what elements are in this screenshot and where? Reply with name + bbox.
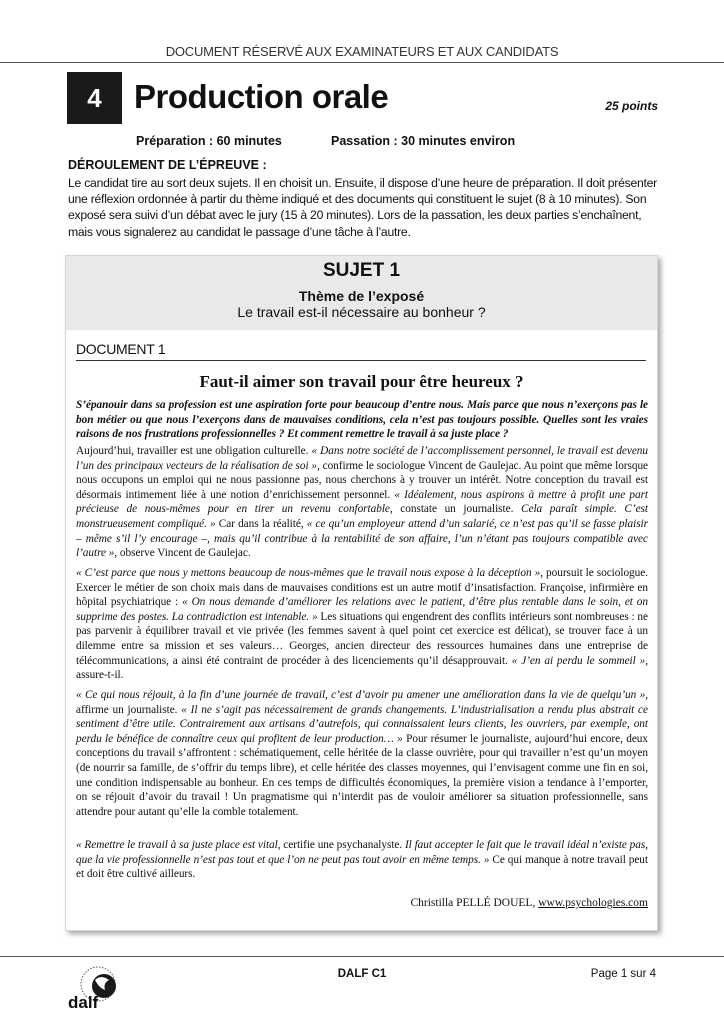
article-paragraph-1: [76, 444, 648, 561]
points-label: 25 points: [605, 99, 658, 113]
deroulement-text: Le candidat tire au sort deux sujets. Il en choisit un. Ensuite, il dispose d’une heure de préparation. Il doit présenter une réflexion ordonnée à partir du thème indiqué et des documents qui constituent le sujet (8 à 10 minutes). Son exposé sera suivi d’un débat avec le jury (15 à 20 minutes). Lors de la passation, les deux parties s’enchaînent, mais vous signalerez au candidat le passage d’une tâche à l’autre.: [68, 176, 657, 239]
header-divider: [0, 62, 724, 63]
quote-text: « ce qu’un employeur attend d’un salarié, ce n’est pas qu’il se fasse plaisir – même s’il l’y encourage –, mais qu’il contribue à la rentabilité de son affaire, l’un n’étant pas toujours compatible avec l’autre »: [76, 517, 648, 560]
article-paragraph-3: [76, 688, 648, 819]
quote-text: « On nous demande d’améliorer les relations avec le patient, d’être plus rentable dans le soin, et on supprime des postes. La contradiction est intenable. »: [76, 596, 648, 623]
logo-text: dalf: [68, 993, 99, 1012]
section-number: 4: [67, 72, 122, 124]
document-divider: [76, 360, 646, 361]
body-text: , certifie une psychanalyste.: [277, 839, 405, 851]
theme-label: Thème de l’exposé: [298, 288, 425, 304]
document-label: DOCUMENT 1: [76, 341, 166, 357]
subject-card-header: [66, 256, 657, 330]
quote-text: « J’en ai perdu le sommeil »: [511, 654, 646, 667]
passation-time: Passation : 30 minutes environ: [331, 134, 516, 148]
quote-text: « Idéalement, nous aspirons à mettre à profit une part précieuse de nous-mêmes pour en tirer un revenu confortable: [76, 488, 649, 516]
article-lead: S’épanouir dans sa profession est une aspiration forte pour beaucoup d’entre nous. Mais parce que nous n’exerçons pas le bon métier ou que nous l’exerçons dans de mauvaises conditions, cela n’est pas toujours possible. Quelles sont les vraies raisons de nos frustrations professionnelles ? Et comment remettre le travail à sa juste place ?: [76, 399, 648, 441]
reserved-header: DOCUMENT RÉSERVÉ AUX EXAMINATEURS ET AUX CANDIDATS: [165, 44, 559, 59]
body-text: , constate un journaliste.: [389, 503, 521, 516]
body-text: , assure-t-il.: [76, 654, 648, 682]
author-name: Christilla PELLÉ DOUEL,: [410, 897, 539, 909]
body-text: , observe Vincent de Gaulejac.: [114, 547, 251, 560]
body-text: Ce qui manque à notre travail peut et doit être cultivé ailleurs.: [76, 853, 648, 881]
theme-text: Le travail est-il nécessaire au bonheur ?: [237, 304, 486, 320]
body-text: , confirme le sociologue Vincent de Gaulejac. Au point que même lorsque nous occupons un emploi qui ne nous passionne pas, nous cherchons à y trouver un intérêt. Notre conception du travail est désormais intimement liée à une notion d’enrichissement personnel.: [76, 459, 649, 501]
body-text: Aujourd’hui, travailler est une obligation culturelle.: [76, 445, 312, 457]
footer-divider: [0, 956, 724, 957]
quote-text: Il faut accepter le fait que le travail idéal n’existe pas, que la vie professionnelle n’est pas tout et que l’on ne peut pas tout avoir en même temps. »: [76, 839, 648, 866]
page-number: Page 1 sur 4: [590, 968, 656, 980]
exam-name: DALF C1: [337, 968, 387, 980]
article-title: Faut-il aimer son travail pour être heureux ?: [199, 372, 524, 391]
quote-text: « C’est parce que nous y mettons beaucoup de nous-mêmes que le travail nous expose à la déception »: [76, 567, 541, 579]
subject-card: [65, 255, 658, 931]
quote-text: « Remettre le travail à sa juste place est vital: [76, 839, 278, 851]
article-paragraph-4: [76, 838, 648, 882]
body-text: Pour résumer le journaliste, aujourd’hui encore, deux conceptions du travail s’affrontent : schématiquement, celle héritée de la classe ouvrière, pour qui travailler n’est qu’un moyen (de nourrir sa famille, de s’offrir du temps libre), et celle héritée des classes moyennes, qui l’envisagent comme une fin en soi, une condition indispensable au bonheur. En ces temps de difficultés économiques, la première vision a tendance à l’emporter, on se réjouit d’avoir du travail ! Un pragmatisme qui n’interdit pas de vouloir améliorer sa situation professionnelle, sans attendre pour autant qu’elle la comble totalement.: [76, 732, 648, 818]
article-signature: [76, 897, 648, 909]
quote-text: Cela paraît simple. C’est monstrueusement compliqué. »: [76, 503, 648, 530]
deroulement-title: DÉROULEMENT DE L’ÉPREUVE :: [68, 158, 267, 172]
quote-text: « Ce qui nous réjouit, à la fin d’une journée de travail, c’est d’avoir pu amener une amélioration dans la vie de quelqu’un »: [76, 689, 646, 701]
subject-title: SUJET 1: [322, 260, 401, 281]
section-title: Production orale: [134, 78, 389, 115]
quote-text: « Il ne s’agit pas nécessairement de grands changements. L’industrialisation a rendu plus abstrait ce sentiment d’être utile. Contrairement aux artisans d’autrefois, qui connaissaient leurs clients, les ouvriers, par exemple, ont perdu le bénéfice de connaître ceux qui profitent de leur production… »: [76, 703, 648, 745]
article-paragraph-2: [76, 566, 648, 683]
body-text: Car dans la réalité,: [215, 517, 307, 530]
body-text: , poursuit le sociologue. Exercer le métier de son choix mais dans de mauvaises conditions est un autre motif d’insatisfaction. Françoise, infirmière en hôpital psychiatrique :: [76, 567, 648, 609]
quote-text: « Dans notre société de l’accomplissement personnel, le travail est devenu l’un des principaux vecteurs de la réalisation de soi »: [76, 445, 649, 472]
preparation-time: Préparation : 60 minutes: [136, 134, 282, 148]
body-text: , affirme un journaliste.: [76, 689, 648, 716]
body-text: Les situations qui engendrent des conflits intérieurs sont nombreuses : ne pas parvenir à équilibrer travail et vie privée (les femmes savent à quel point cet exercice est délicat), se trouver face à un dilemme entre sa mission et ses valeurs… Georges, ancien directeur des ressources humaines dans une entreprise de télécommunications, a ainsi été contraint de procéder à des licenciements qu’il désapprouvait.: [76, 610, 648, 667]
source-link[interactable]: www.psychologies.com: [538, 897, 648, 909]
